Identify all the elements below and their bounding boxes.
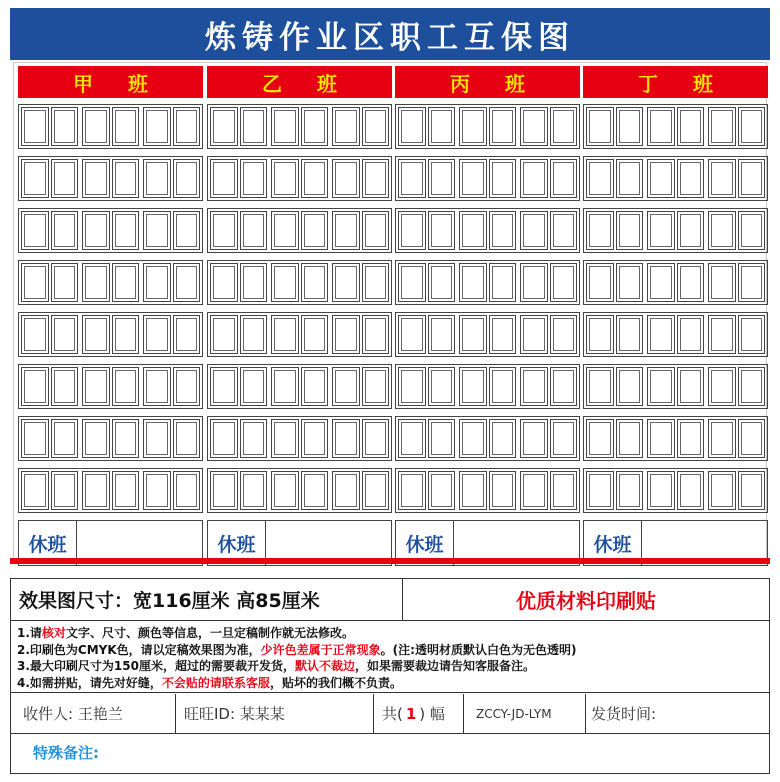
photo-slot [332, 263, 360, 302]
board-bottom-stripe [10, 558, 770, 564]
photo-slot [210, 263, 238, 302]
photo-slot [271, 107, 299, 146]
photo-slot [143, 107, 171, 146]
photo-slot [21, 263, 49, 302]
photo-slot [51, 315, 79, 354]
photo-slot [428, 107, 456, 146]
note-highlight: 少许色差属于正常现象 [260, 642, 381, 657]
grid-row [583, 260, 768, 305]
photo-slot [240, 107, 268, 146]
photo-slot [677, 367, 705, 406]
note-line [17, 642, 769, 659]
photo-slot [332, 315, 360, 354]
photo-slot [82, 367, 110, 406]
size-text: 效果图尺寸：宽116厘米 高85厘米 [11, 579, 403, 620]
grid-row [583, 208, 768, 253]
photo-slot [51, 419, 79, 458]
photo-slot [428, 471, 456, 510]
grid-row [18, 364, 203, 409]
photo-slot [112, 471, 140, 510]
photo-slot [301, 159, 329, 198]
photo-slot [428, 211, 456, 250]
photo-slot [143, 315, 171, 354]
photo-slot [362, 367, 390, 406]
group-header: 乙 班 [207, 66, 392, 98]
photo-slot [210, 107, 238, 146]
photo-slot [647, 471, 675, 510]
photo-slot [210, 471, 238, 510]
grid-row [18, 312, 203, 357]
note-text: 1.请 [17, 626, 42, 640]
photo-slot [21, 471, 49, 510]
photo-slot [21, 315, 49, 354]
photo-slot [362, 419, 390, 458]
grid-row [395, 416, 580, 461]
photo-slot [398, 367, 426, 406]
grid-row [583, 416, 768, 461]
photo-slot [240, 315, 268, 354]
photo-slot [112, 211, 140, 250]
grid-row [395, 156, 580, 201]
grid-row [207, 104, 392, 149]
photo-slot [459, 263, 487, 302]
photo-slot [240, 471, 268, 510]
photo-slot [489, 263, 517, 302]
photo-slot [677, 315, 705, 354]
photo-slot [332, 211, 360, 250]
ship-time: 发货时间: [591, 705, 657, 723]
photo-slot [332, 107, 360, 146]
group-rows [18, 104, 203, 513]
grid-row [207, 312, 392, 357]
photo-slot [240, 419, 268, 458]
photo-slot [51, 471, 79, 510]
rest-label: 休班 [396, 521, 454, 565]
count-suffix: ) 幅 [419, 705, 445, 723]
photo-slot [586, 367, 614, 406]
grid-row [207, 208, 392, 253]
note-text: 3.最大印刷尺寸为150厘米，超过的需要裁开发货， [17, 659, 295, 673]
grid-row [207, 468, 392, 513]
photo-slot [398, 419, 426, 458]
photo-slot [143, 159, 171, 198]
photo-slot [489, 471, 517, 510]
photo-slot [301, 315, 329, 354]
photo-slot [112, 107, 140, 146]
note-text: 2.印刷色为CMYK色，请以定稿效果图为准， [17, 642, 261, 657]
photo-slot [459, 107, 487, 146]
photo-slot [21, 211, 49, 250]
photo-slot [738, 107, 766, 146]
photo-slot [398, 159, 426, 198]
photo-slot [82, 263, 110, 302]
photo-slot [143, 367, 171, 406]
photo-slot [398, 315, 426, 354]
note-highlight: 核对 [41, 626, 66, 640]
grid-row [18, 260, 203, 305]
photo-slot [550, 263, 578, 302]
photo-slot [301, 211, 329, 250]
photo-slot [677, 419, 705, 458]
note-line [17, 658, 769, 675]
photo-slot [173, 471, 201, 510]
photo-slot [210, 211, 238, 250]
photo-slot [677, 159, 705, 198]
photo-slot [586, 211, 614, 250]
mutual-protection-board [10, 8, 770, 564]
photo-slot [51, 367, 79, 406]
photo-slot [550, 419, 578, 458]
photo-slot [520, 367, 548, 406]
photo-slot [459, 211, 487, 250]
photo-slot [586, 263, 614, 302]
photo-slot [738, 471, 766, 510]
photo-slot [271, 159, 299, 198]
grid-row [395, 104, 580, 149]
photo-slot [708, 159, 736, 198]
photo-slot [21, 419, 49, 458]
grid-row [395, 260, 580, 305]
photo-slot [112, 263, 140, 302]
photo-slot [173, 315, 201, 354]
photo-slot [489, 159, 517, 198]
photo-slot [173, 263, 201, 302]
special-note: 特殊备注: [33, 744, 99, 762]
count-prefix: 共( [382, 705, 403, 723]
photo-slot [520, 315, 548, 354]
photo-slot [428, 367, 456, 406]
photo-slot [173, 159, 201, 198]
photo-slot [398, 211, 426, 250]
photo-slot [708, 471, 736, 510]
photo-slot [647, 367, 675, 406]
grid-row [583, 104, 768, 149]
photo-slot [398, 471, 426, 510]
photo-slot [362, 211, 390, 250]
note-highlight: 不会贴的请联系客服 [161, 675, 270, 690]
grid-row [583, 468, 768, 513]
photo-slot [332, 419, 360, 458]
photo-slot [520, 471, 548, 510]
photo-slot [21, 367, 49, 406]
photo-slot [210, 367, 238, 406]
photo-slot [271, 419, 299, 458]
group-ding [583, 66, 768, 566]
photo-slot [708, 263, 736, 302]
grid-row [395, 312, 580, 357]
order-code: ZCCY-JD-LYM [464, 694, 586, 733]
photo-slot [143, 263, 171, 302]
photo-slot [301, 419, 329, 458]
grid-row [207, 260, 392, 305]
photo-slot [550, 367, 578, 406]
photo-slot [362, 315, 390, 354]
photo-slot [738, 263, 766, 302]
group-rows [207, 104, 392, 513]
photo-slot [21, 159, 49, 198]
photo-slot [82, 159, 110, 198]
photo-slot [647, 159, 675, 198]
photo-slot [240, 159, 268, 198]
grid-row [583, 312, 768, 357]
grid-row [395, 208, 580, 253]
photo-slot [616, 315, 644, 354]
photo-slot [708, 367, 736, 406]
recipient: 收件人: 王艳兰 [11, 694, 176, 733]
photo-slot [82, 107, 110, 146]
photo-slot [112, 315, 140, 354]
grid-row [18, 104, 203, 149]
group-yi [207, 66, 392, 566]
photo-slot [677, 107, 705, 146]
photo-slot [240, 211, 268, 250]
material-text: 优质材料印刷贴 [516, 589, 656, 613]
photo-slot [550, 159, 578, 198]
photo-slot [616, 367, 644, 406]
photo-slot [489, 419, 517, 458]
photo-slot [398, 107, 426, 146]
photo-slot [647, 107, 675, 146]
photo-slot [586, 419, 614, 458]
photo-slot [647, 211, 675, 250]
photo-slot [173, 419, 201, 458]
group-header: 丙 班 [395, 66, 580, 98]
photo-slot [459, 315, 487, 354]
grid-row [18, 468, 203, 513]
photo-slot [616, 471, 644, 510]
board-title: 炼铸作业区职工互保图 [10, 8, 770, 60]
photo-slot [550, 471, 578, 510]
group-rows [583, 104, 768, 513]
photo-slot [616, 211, 644, 250]
photo-slot [210, 315, 238, 354]
photo-slot [240, 263, 268, 302]
info-header-row [11, 579, 769, 621]
photo-slot [271, 263, 299, 302]
wangwang-id: 旺旺ID: 某某某 [176, 694, 374, 733]
photo-slot [362, 263, 390, 302]
photo-slot [332, 159, 360, 198]
photo-slot [428, 159, 456, 198]
photo-slot [51, 211, 79, 250]
photo-slot [647, 419, 675, 458]
copy-count [374, 694, 464, 733]
photo-slot [677, 263, 705, 302]
photo-slot [520, 211, 548, 250]
photo-slot [489, 367, 517, 406]
photo-slot [82, 471, 110, 510]
photo-slot [520, 159, 548, 198]
photo-slot [586, 159, 614, 198]
photo-slot [51, 107, 79, 146]
note-line [17, 675, 769, 692]
photo-slot [616, 263, 644, 302]
photo-slot [143, 419, 171, 458]
grid-row [207, 364, 392, 409]
photo-slot [143, 211, 171, 250]
photo-slot [708, 315, 736, 354]
photo-slot [210, 159, 238, 198]
photo-slot [738, 211, 766, 250]
rest-label: 休班 [584, 521, 642, 565]
photo-slot [738, 159, 766, 198]
photo-slot [616, 107, 644, 146]
group-rows [395, 104, 580, 513]
photo-slot [428, 419, 456, 458]
photo-slot [428, 315, 456, 354]
photo-slot [459, 419, 487, 458]
photo-slot [550, 315, 578, 354]
count-value: 1 [405, 704, 417, 723]
photo-slot [708, 107, 736, 146]
photo-slot [550, 107, 578, 146]
photo-slot [301, 107, 329, 146]
photo-slot [520, 107, 548, 146]
photo-slot [586, 471, 614, 510]
photo-slot [738, 315, 766, 354]
photo-slot [362, 471, 390, 510]
grid-row [207, 156, 392, 201]
photo-slot [677, 211, 705, 250]
photo-slot [647, 315, 675, 354]
photo-slot [362, 159, 390, 198]
photo-slot [332, 471, 360, 510]
photo-slot [271, 471, 299, 510]
note-text: ，贴坏的我们概不负责。 [269, 675, 402, 690]
grid-row [18, 208, 203, 253]
photo-slot [173, 367, 201, 406]
photo-slot [459, 159, 487, 198]
notes-block [11, 622, 769, 693]
photo-slot [586, 315, 614, 354]
rest-label: 休班 [208, 521, 266, 565]
photo-slot [616, 159, 644, 198]
photo-slot [51, 159, 79, 198]
group-header: 甲 班 [18, 66, 203, 98]
photo-slot [271, 315, 299, 354]
photo-slot [738, 419, 766, 458]
group-header: 丁 班 [583, 66, 768, 98]
grid-row [207, 416, 392, 461]
photo-slot [112, 159, 140, 198]
photo-slot [459, 471, 487, 510]
photo-slot [301, 471, 329, 510]
photo-slot [271, 367, 299, 406]
note-line [17, 625, 769, 642]
grid-row [395, 468, 580, 513]
photo-slot [738, 367, 766, 406]
order-info-panel [10, 578, 770, 774]
photo-slot [332, 367, 360, 406]
note-text: ，如果需要裁边请告知客服备注。 [354, 659, 535, 673]
photo-slot [112, 367, 140, 406]
photo-slot [82, 315, 110, 354]
photo-slot [489, 107, 517, 146]
photo-slot [210, 419, 238, 458]
photo-slot [586, 107, 614, 146]
photo-slot [301, 263, 329, 302]
note-highlight: 默认不裁边 [294, 659, 355, 673]
grid-row [18, 416, 203, 461]
order-row [11, 694, 769, 734]
group-jia [18, 66, 203, 566]
photo-slot [362, 107, 390, 146]
photo-slot [677, 471, 705, 510]
photo-slot [240, 367, 268, 406]
photo-slot [301, 367, 329, 406]
photo-slot [398, 263, 426, 302]
grid-row [583, 364, 768, 409]
photo-slot [708, 419, 736, 458]
photo-slot [616, 419, 644, 458]
note-text: 。(注:透明材质默认白色为无色透明) [380, 642, 577, 657]
photo-slot [520, 263, 548, 302]
photo-slot [21, 107, 49, 146]
grid-row [583, 156, 768, 201]
note-text: 文字、尺寸、颜色等信息，一旦定稿制作就无法修改。 [65, 626, 354, 640]
photo-slot [550, 211, 578, 250]
photo-slot [82, 419, 110, 458]
photo-slot [489, 211, 517, 250]
photo-slot [459, 367, 487, 406]
photo-slot [708, 211, 736, 250]
photo-slot [82, 211, 110, 250]
photo-slot [647, 263, 675, 302]
photo-slot [173, 107, 201, 146]
photo-slot [112, 419, 140, 458]
photo-slot [428, 263, 456, 302]
grid-row [18, 156, 203, 201]
note-text: 4.如需拼贴，请先对好缝， [17, 675, 162, 690]
photo-slot [51, 263, 79, 302]
group-bing [395, 66, 580, 566]
rest-label: 休班 [19, 521, 77, 565]
photo-slot [143, 471, 171, 510]
photo-slot [520, 419, 548, 458]
photo-slot [489, 315, 517, 354]
grid-row [395, 364, 580, 409]
photo-slot [173, 211, 201, 250]
photo-slot [271, 211, 299, 250]
